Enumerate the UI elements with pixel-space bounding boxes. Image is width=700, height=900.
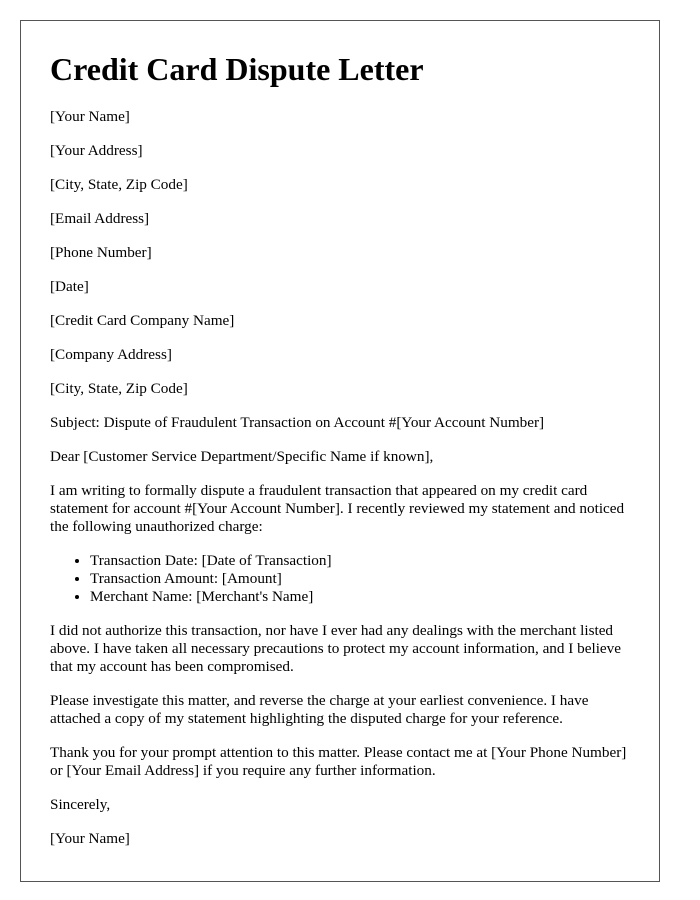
- recipient-company: [Credit Card Company Name]: [50, 312, 235, 329]
- sender-phone: [Phone Number]: [50, 244, 152, 261]
- list-item: • Merchant Name: [Merchant's Name]: [90, 588, 630, 606]
- sender-city-state-zip: [City, State, Zip Code]: [50, 176, 188, 193]
- letter-title: Credit Card Dispute Letter: [50, 51, 424, 87]
- recipient-address: [Company Address]: [50, 346, 172, 363]
- body-paragraph-request: Please investigate this matter, and reverse the charge at your earliest convenience. I have attached a copy of my statement highlighting the disputed charge for your reference.: [50, 692, 589, 727]
- signature-name: [Your Name]: [50, 830, 130, 847]
- letter-date: [Date]: [50, 278, 89, 295]
- closing: Sincerely,: [50, 796, 111, 813]
- sender-address: [Your Address]: [50, 142, 143, 159]
- salutation: Dear [Customer Service Department/Specific Name if known],: [50, 448, 434, 465]
- recipient-city-state-zip: [City, State, Zip Code]: [50, 380, 188, 397]
- sender-email: [Email Address]: [50, 210, 150, 227]
- list-item: • Transaction Date: [Date of Transaction]: [90, 552, 630, 570]
- list-item: • Transaction Amount: [Amount]: [90, 570, 630, 588]
- sender-name: [Your Name]: [50, 108, 130, 125]
- letter-container: [20, 20, 660, 882]
- body-paragraph-authorization: I did not authorize this transaction, nor have I ever had any dealings with the merchant listed above. I have taken all necessary precautions to protect my account information, and I believe that my account has been compromised.: [50, 622, 621, 675]
- transaction-details-list: [50, 552, 630, 606]
- body-paragraph-contact: Thank you for your prompt attention to this matter. Please contact me at [Your Phone Number] or [Your Email Address] if you require any further information.: [50, 744, 627, 779]
- body-paragraph-intro: I am writing to formally dispute a fraudulent transaction that appeared on my credit card statement for account #[Your Account Number]. I recently reviewed my statement and noticed the following unauthorized charge:: [50, 482, 625, 535]
- subject-line: Subject: Dispute of Fraudulent Transaction on Account #[Your Account Number]: [50, 414, 545, 431]
